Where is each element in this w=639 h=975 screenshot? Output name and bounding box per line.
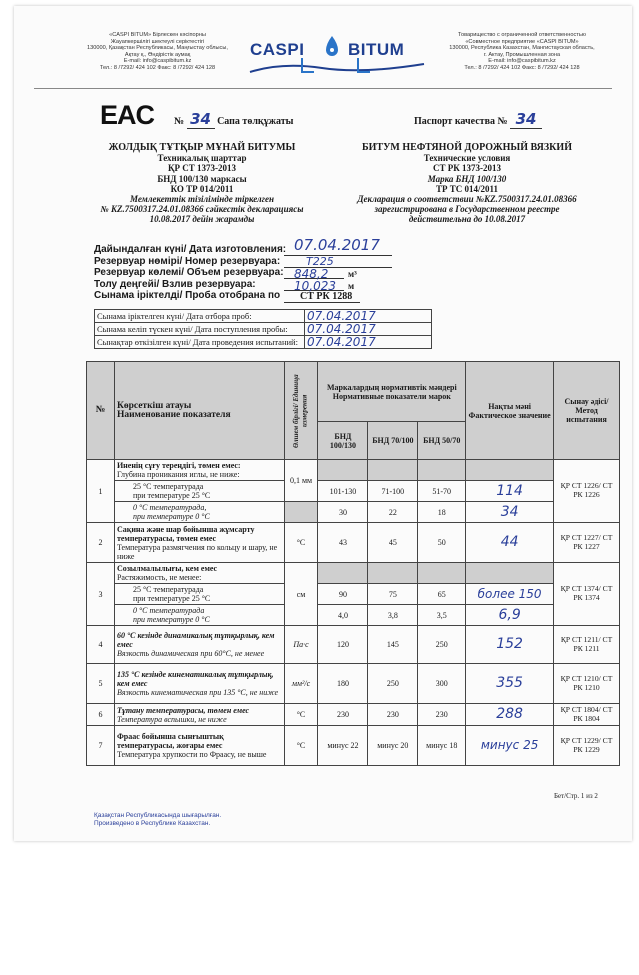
table-row	[87, 502, 620, 523]
row-no: 2	[87, 523, 115, 563]
header-unit	[284, 362, 318, 460]
volume-unit: м³	[348, 269, 357, 279]
row-title-ru: Температура вспышки, не ниже	[116, 714, 227, 724]
row-title-ru: Температура размягчения по кольцу и шару, не ниже	[116, 542, 278, 561]
row-no: 5	[87, 664, 115, 704]
norm-value: 22	[368, 502, 418, 523]
header-name-ru: Наименование показателя	[116, 409, 231, 420]
table-row	[87, 664, 620, 704]
row-title-ru: Растяжимость, не менее:	[116, 573, 202, 582]
header-name-kz: Көрсеткіш атауы	[116, 400, 192, 411]
norm-value: 3,5	[418, 605, 466, 626]
fact-value: 6,9	[466, 605, 554, 626]
norm-value: 71-100	[368, 481, 418, 502]
norm-value: 30	[318, 502, 368, 523]
cert-right	[414, 110, 542, 129]
date-label: Дайындалған күні/ Дата изготовления:	[94, 244, 287, 255]
product-block-ru	[342, 143, 592, 225]
row-method: ҚР СТ 1210/ СТ РК 1210	[554, 664, 620, 704]
norm-value: 18	[418, 502, 466, 523]
row-title-kz: 135 °С кезінде кинематикалық тұтқырлық, кем емес	[116, 670, 274, 688]
row-title-ru: Вязкость динамическая при 60°С, не менее	[116, 649, 265, 658]
document-page	[14, 6, 632, 841]
eac-mark: EAC	[100, 100, 155, 130]
spec-line: КО ТР 014/2011	[170, 183, 234, 194]
table-row	[87, 523, 620, 563]
footer-origin	[94, 812, 221, 828]
table-row	[95, 336, 432, 349]
sample-line	[284, 302, 360, 303]
row-title	[114, 523, 284, 563]
spec-line: БНД 100/130 маркасы	[157, 173, 247, 184]
header-left-company	[70, 32, 245, 72]
header-left-line: Жауапкершілігі шектеулі серіктестігі	[110, 38, 205, 45]
caspi-bitum-logo	[242, 28, 432, 78]
norm-value: минус 22	[318, 726, 368, 766]
row-title-kz: Тұтану температурасы, төмен емес	[116, 705, 250, 715]
norm-value: 4,0	[318, 605, 368, 626]
row-sub-ru: при температуре 25 °С	[132, 594, 211, 603]
product-title-ru: БИТУМ НЕФТЯНОЙ ДОРОЖНЫЙ ВЯЗКИЙ	[362, 142, 572, 153]
header-right-line: Тел.: 8 /7292/ 424 102 Факс: 8 /7292/ 424 128	[464, 64, 580, 71]
norm-value: минус 18	[418, 726, 466, 766]
norm-value: 250	[368, 664, 418, 704]
row-method: ҚР СТ 1804/ СТ РК 1804	[554, 704, 620, 726]
cert-right-number: 34	[510, 110, 542, 129]
header-no: №	[87, 362, 115, 460]
norm-value: 120	[318, 626, 368, 664]
row-sub-kz: 25 °С температурада	[132, 585, 204, 594]
norm-value: 43	[318, 523, 368, 563]
row-title-kz: Фраас бойынша сынғыштық температурасы, жоғары емес	[116, 732, 224, 750]
fact-value: 114	[466, 481, 554, 502]
norm-value: 75	[368, 584, 418, 605]
sample-value: СТ РК 1288	[300, 291, 353, 302]
spec-line: Технические условия	[423, 153, 511, 164]
volume-label: Резервуар көлемі/ Объем резервуара:	[94, 267, 284, 278]
cert-left-number: 34	[187, 110, 215, 129]
row-title	[114, 460, 284, 481]
row-no: 6	[87, 704, 115, 726]
table-row	[95, 323, 432, 336]
level-value: 10,023	[294, 279, 336, 293]
fact-value: 288	[466, 704, 554, 726]
logo-word-caspi: CASPI	[250, 40, 305, 59]
header-right-line: E-mail: info@caspibitum.kz	[488, 58, 556, 65]
header-right-line: 130000, Республика Казахстан, Мангистауская область,	[449, 45, 595, 52]
norm-value: 180	[318, 664, 368, 704]
norm-value: 90	[318, 584, 368, 605]
spec-line: действительна до 10.08.2017	[408, 214, 526, 225]
row-sub-kz: 0 °С температурада,	[132, 503, 207, 512]
row-sub-ru: при температуре 0 °С	[132, 615, 210, 624]
spec-line: зарегистрирована в Государственном реестре	[374, 204, 560, 215]
spec-line: № KZ.7500317.24.01.08366 сәйкестік декларациясы	[100, 204, 304, 215]
sample-date-label: Сынақтар өткізілген күні/ Дата проведения испытаний:	[95, 336, 305, 349]
norm-value: 230	[418, 704, 466, 726]
header-divider	[34, 88, 612, 89]
product-title-kz: ЖОЛДЫҚ ТҰТҚЫР МҰНАЙ БИТУМЫ	[108, 142, 296, 153]
fact-value: 355	[466, 664, 554, 704]
row-sub-kz: 25 °С температурада	[132, 482, 204, 491]
norm-value: 250	[418, 626, 466, 664]
row-sub-ru: при температуре 0 °С	[132, 512, 210, 521]
header-fact-ru: Фактическое значение	[468, 410, 551, 420]
header-method-ru: Метод испытания	[566, 406, 607, 424]
row-unit: °С	[284, 726, 318, 766]
sample-date-label: Сынама іріктелген күні/ Дата отбора проб:	[95, 310, 305, 323]
norm-value: 3,8	[368, 605, 418, 626]
norm-value: 230	[318, 704, 368, 726]
norm-value: минус 20	[368, 726, 418, 766]
norm-value: 300	[418, 664, 466, 704]
header-right-company	[432, 32, 612, 72]
sample-dates-table	[94, 309, 432, 349]
header-left-line: Ақтау қ., Өндірістік аумақ	[124, 51, 191, 58]
row-title	[114, 626, 284, 664]
header-fact	[466, 362, 554, 460]
fact-value: 34	[466, 502, 554, 523]
header-method-kz: Сынау әдісі/	[564, 397, 609, 406]
spec-line: СТ РК 1373-2013	[432, 163, 502, 174]
cert-left-label: Сапа төлқұжаты	[217, 116, 294, 127]
row-title-kz: 60 °С кезінде динамикалық тұтқырлық, кем емес	[116, 631, 275, 649]
table-row	[95, 310, 432, 323]
norm-value: 65	[418, 584, 466, 605]
fact-value: 152	[466, 626, 554, 664]
row-title	[114, 704, 284, 726]
grade-50-70: БНД 50/70	[418, 422, 466, 460]
row-method: ҚР СТ 1211/ СТ РК 1211	[554, 626, 620, 664]
row-sub	[114, 502, 284, 523]
row-method: ҚР СТ 1229/ СТ РК 1229	[554, 726, 620, 766]
row-method: ҚР СТ 1227/ СТ РК 1227	[554, 523, 620, 563]
row-title	[114, 726, 284, 766]
cert-left	[174, 110, 293, 129]
table-row	[87, 704, 620, 726]
norm-value: 45	[368, 523, 418, 563]
quality-table	[86, 361, 620, 766]
footer-line-kz: Қазақстан Республикасында шығарылған.	[94, 812, 222, 819]
date-line	[284, 255, 392, 256]
header-name	[114, 362, 284, 460]
row-sub-ru: при температуре 25 °С	[132, 491, 211, 500]
sample-label: Сынама іріктелді/ Проба отобрана по	[94, 290, 281, 301]
row-title-ru: Температура хрупкости по Фраасу, не выше	[116, 750, 267, 759]
header-left-line: Тел.: 8 /7292/ 424 102 Факс: 8 /7292/ 424 128	[99, 64, 216, 71]
norm-value: 145	[368, 626, 418, 664]
spec-line: Декларация о соответствии №KZ.7500317.24.01.08366	[357, 194, 577, 205]
volume-value: 848,2	[294, 267, 329, 281]
fact-value: минус 25	[466, 726, 554, 766]
row-title-kz: Созылмалылығы, кем емес	[116, 564, 218, 573]
spec-line: ТР ТС 014/2011	[435, 183, 498, 194]
grade-70-100: БНД 70/100	[368, 422, 418, 460]
spec-line: Марка БНД 100/130	[427, 173, 507, 184]
level-label: Толу деңгейі/ Взлив резервуара:	[94, 278, 256, 290]
row-unit: мм²/с	[284, 664, 318, 704]
header-fact-kz: Нақты мәні	[488, 401, 532, 411]
row-sub	[114, 584, 284, 605]
row-unit: °С	[284, 523, 318, 563]
date-value: 07.04.2017	[294, 236, 380, 254]
sample-date-label: Сынама келіп түскен күні/ Дата поступления пробы:	[95, 323, 305, 336]
table-row	[87, 626, 620, 664]
grade-100-130: БНД 100/130	[318, 422, 368, 460]
spec-line: Техникалық шарттар	[157, 153, 247, 164]
row-unit: Па·с	[284, 626, 318, 664]
header-unit-text: Өлшем бірлігі/ Единица измерения	[292, 373, 310, 448]
row-no: 7	[87, 726, 115, 766]
header-left-line: E-mail: info@caspibitum.kz	[123, 58, 192, 65]
table-row	[87, 605, 620, 626]
spec-line: Мемлекеттік тізілімінде тіркелген	[130, 194, 274, 205]
spec-line: ҚР СТ 1373-2013	[167, 163, 237, 174]
row-sub-kz: 0 °С температурада	[132, 606, 205, 615]
table-row	[87, 726, 620, 766]
tank-value: T225	[306, 255, 334, 268]
row-method: ҚР СТ 1374/ СТ РК 1374	[554, 563, 620, 626]
header-norm	[318, 362, 466, 422]
header-right-line: г. Актау, Промышленная зона	[483, 51, 561, 58]
header-right-line: «Совместное предприятие «CASPI BITUM»	[465, 38, 579, 45]
logo-word-bitum: BITUM	[348, 40, 405, 59]
header-left-line: «CASPI BITUM» Бірлескен кәсіпорны	[109, 32, 206, 38]
tank-label: Резервуар нөмірі/ Номер резервуара:	[94, 255, 281, 267]
page-number: Бет/Стр. 1 из 2	[554, 792, 598, 800]
fields-labels	[94, 244, 294, 302]
row-sub	[114, 481, 284, 502]
norm-value: 230	[368, 704, 418, 726]
fact-value: более 150	[466, 584, 554, 605]
row-unit: см	[284, 563, 318, 626]
product-block-kz	[82, 143, 322, 225]
footer-line-ru: Произведено в Республике Казахстан.	[94, 820, 211, 827]
norm-value: 51-70	[418, 481, 466, 502]
sample-date-value: 07.04.2017	[305, 323, 432, 336]
row-title-ru: Глубина проникания иглы, не ниже:	[116, 470, 240, 479]
header-left-line: 130000, Қазақстан Республикасы, Маңғыстау облысы,	[87, 45, 228, 52]
row-no: 4	[87, 626, 115, 664]
row-sub	[114, 605, 284, 626]
row-method: ҚР СТ 1226/ СТ РК 1226	[554, 460, 620, 523]
row-title-kz: Сақина және шар бойынша жұмсарту температурасы, төмен емес	[116, 524, 255, 543]
row-title	[114, 563, 284, 584]
row-no: 1	[87, 460, 115, 523]
row-unit: °С	[284, 704, 318, 726]
norm-value: 50	[418, 523, 466, 563]
row-title-ru: Вязкость кинематическая при 135 °С, не ниже	[116, 688, 279, 697]
sample-date-value: 07.04.2017	[305, 310, 432, 323]
table-row	[87, 481, 620, 502]
header-norm-ru: Нормативные показатели марок	[332, 391, 451, 401]
row-title-kz: Иненің сұғу тереңдігі, төмен емес:	[116, 461, 241, 470]
cert-left-prefix: №	[174, 116, 185, 127]
level-unit: м	[348, 281, 355, 291]
row-title	[114, 664, 284, 704]
cert-right-label: Паспорт качества №	[414, 116, 508, 127]
table-row	[87, 460, 620, 481]
table-row	[87, 563, 620, 584]
fact-value: 44	[466, 523, 554, 563]
table-row	[87, 584, 620, 605]
row-no: 3	[87, 563, 115, 626]
spec-line: 10.08.2017 дейін жарамды	[149, 214, 255, 225]
norm-value: 101-130	[318, 481, 368, 502]
row-unit: 0,1 мм	[284, 460, 318, 502]
sample-date-value: 07.04.2017	[305, 336, 432, 349]
header-norm-kz: Маркалардың нормативтік мәндері	[326, 382, 457, 392]
table-header-row	[87, 362, 620, 422]
header-right-line: Товарищество с ограниченной ответственностью	[458, 32, 586, 38]
header-method	[554, 362, 620, 460]
